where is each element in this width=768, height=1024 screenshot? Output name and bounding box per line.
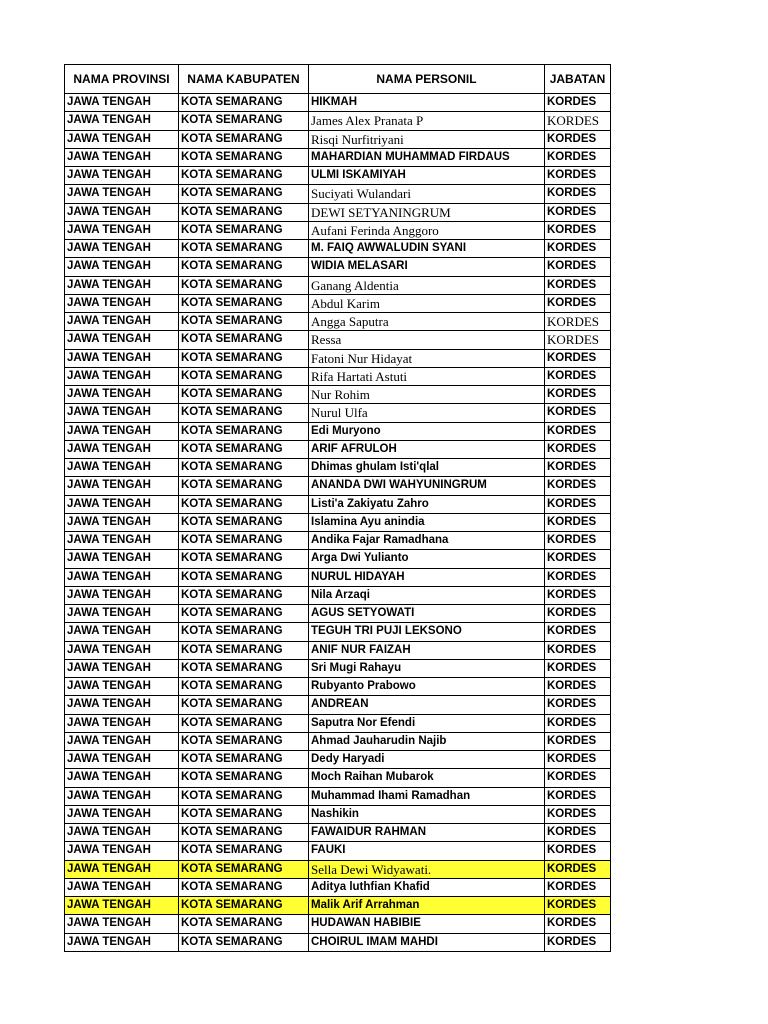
cell-kabupaten[interactable]: KOTA SEMARANG <box>179 550 309 568</box>
cell-personil[interactable]: Abdul Karim <box>309 294 545 312</box>
table-row <box>65 404 611 422</box>
cell-personil[interactable]: Moch Raihan Mubarok <box>309 769 545 787</box>
cell-personil[interactable]: Edi Muryono <box>309 422 545 440</box>
table-row <box>65 732 611 750</box>
cell-provinsi[interactable]: JAWA TENGAH <box>65 696 179 714</box>
cell-kabupaten[interactable]: KOTA SEMARANG <box>179 367 309 385</box>
header-nama-personil[interactable]: NAMA PERSONIL <box>309 65 545 94</box>
cell-provinsi[interactable]: JAWA TENGAH <box>65 805 179 823</box>
cell-provinsi[interactable]: JAWA TENGAH <box>65 477 179 495</box>
table-row <box>65 641 611 659</box>
cell-jabatan[interactable]: KORDES <box>545 605 611 623</box>
cell-personil[interactable]: FAUKI <box>309 842 545 860</box>
cell-personil[interactable]: Dedy Haryadi <box>309 751 545 769</box>
table-row <box>65 824 611 842</box>
cell-provinsi[interactable]: JAWA TENGAH <box>65 294 179 312</box>
cell-provinsi[interactable]: JAWA TENGAH <box>65 623 179 641</box>
cell-personil[interactable]: Fatoni Nur Hidayat <box>309 349 545 367</box>
table-header-row <box>65 65 611 94</box>
cell-personil[interactable]: Ganang Aldentia <box>309 276 545 294</box>
table-row <box>65 148 611 166</box>
cell-provinsi[interactable]: JAWA TENGAH <box>65 732 179 750</box>
cell-kabupaten[interactable]: KOTA SEMARANG <box>179 404 309 422</box>
cell-jabatan[interactable]: KORDES <box>545 915 611 933</box>
cell-kabupaten[interactable]: KOTA SEMARANG <box>179 751 309 769</box>
cell-provinsi[interactable]: JAWA TENGAH <box>65 605 179 623</box>
cell-personil[interactable]: DEWI SETYANINGRUM <box>309 203 545 221</box>
cell-personil[interactable]: ANANDA DWI WAHYUNINGRUM <box>309 477 545 495</box>
cell-personil[interactable]: Aufani Ferinda Anggoro <box>309 221 545 239</box>
table-row <box>65 94 611 112</box>
cell-personil[interactable]: Nurul Ulfa <box>309 404 545 422</box>
cell-personil[interactable]: Sri Mugi Rahayu <box>309 659 545 677</box>
cell-kabupaten[interactable]: KOTA SEMARANG <box>179 860 309 878</box>
cell-jabatan[interactable]: KORDES <box>545 732 611 750</box>
cell-jabatan[interactable]: KORDES <box>545 404 611 422</box>
table-row <box>65 386 611 404</box>
cell-provinsi[interactable]: JAWA TENGAH <box>65 240 179 258</box>
cell-provinsi[interactable]: JAWA TENGAH <box>65 495 179 513</box>
cell-provinsi[interactable]: JAWA TENGAH <box>65 459 179 477</box>
table-row <box>65 532 611 550</box>
table-row <box>65 367 611 385</box>
cell-kabupaten[interactable]: KOTA SEMARANG <box>179 678 309 696</box>
cell-jabatan[interactable]: KORDES <box>545 586 611 604</box>
cell-kabupaten[interactable]: KOTA SEMARANG <box>179 586 309 604</box>
cell-jabatan[interactable]: KORDES <box>545 367 611 385</box>
cell-jabatan[interactable]: KORDES <box>545 167 611 185</box>
header-nama-provinsi[interactable]: NAMA PROVINSI <box>65 65 179 94</box>
cell-personil[interactable]: Listi'a Zakiyatu Zahro <box>309 495 545 513</box>
table-row <box>65 714 611 732</box>
cell-kabupaten[interactable]: KOTA SEMARANG <box>179 349 309 367</box>
cell-personil[interactable]: ANDREAN <box>309 696 545 714</box>
cell-provinsi[interactable]: JAWA TENGAH <box>65 897 179 915</box>
cell-kabupaten[interactable]: KOTA SEMARANG <box>179 422 309 440</box>
cell-provinsi[interactable]: JAWA TENGAH <box>65 787 179 805</box>
cell-personil[interactable]: WIDIA MELASARI <box>309 258 545 276</box>
cell-jabatan[interactable]: KORDES <box>545 641 611 659</box>
cell-provinsi[interactable]: JAWA TENGAH <box>65 148 179 166</box>
cell-provinsi[interactable]: JAWA TENGAH <box>65 513 179 531</box>
table-row <box>65 605 611 623</box>
cell-provinsi[interactable]: JAWA TENGAH <box>65 532 179 550</box>
cell-kabupaten[interactable]: KOTA SEMARANG <box>179 933 309 951</box>
cell-jabatan[interactable]: KORDES <box>545 422 611 440</box>
cell-jabatan[interactable]: KORDES <box>545 878 611 896</box>
cell-provinsi[interactable]: JAWA TENGAH <box>65 313 179 331</box>
cell-kabupaten[interactable]: KOTA SEMARANG <box>179 94 309 112</box>
cell-jabatan[interactable]: KORDES <box>545 805 611 823</box>
cell-kabupaten[interactable]: KOTA SEMARANG <box>179 240 309 258</box>
cell-provinsi[interactable]: JAWA TENGAH <box>65 130 179 148</box>
cell-jabatan[interactable]: KORDES <box>545 623 611 641</box>
cell-kabupaten[interactable]: KOTA SEMARANG <box>179 623 309 641</box>
table-row <box>65 112 611 130</box>
cell-kabupaten[interactable]: KOTA SEMARANG <box>179 459 309 477</box>
cell-personil[interactable]: TEGUH TRI PUJI LEKSONO <box>309 623 545 641</box>
cell-kabupaten[interactable]: KOTA SEMARANG <box>179 897 309 915</box>
cell-kabupaten[interactable]: KOTA SEMARANG <box>179 915 309 933</box>
cell-jabatan[interactable]: KORDES <box>545 678 611 696</box>
cell-kabupaten[interactable]: KOTA SEMARANG <box>179 824 309 842</box>
cell-provinsi[interactable]: JAWA TENGAH <box>65 422 179 440</box>
cell-jabatan[interactable]: KORDES <box>545 203 611 221</box>
cell-personil[interactable]: M. FAIQ AWWALUDIN SYANI <box>309 240 545 258</box>
cell-personil[interactable]: Sella Dewi Widyawati. <box>309 860 545 878</box>
cell-jabatan[interactable]: KORDES <box>545 130 611 148</box>
table-row <box>65 276 611 294</box>
table-row <box>65 331 611 349</box>
cell-provinsi[interactable]: JAWA TENGAH <box>65 404 179 422</box>
cell-kabupaten[interactable]: KOTA SEMARANG <box>179 769 309 787</box>
cell-personil[interactable]: MAHARDIAN MUHAMMAD FIRDAUS <box>309 148 545 166</box>
cell-provinsi[interactable]: JAWA TENGAH <box>65 641 179 659</box>
cell-kabupaten[interactable]: KOTA SEMARANG <box>179 276 309 294</box>
table-row <box>65 897 611 915</box>
cell-personil[interactable]: Malik Arif Arrahman <box>309 897 545 915</box>
cell-kabupaten[interactable]: KOTA SEMARANG <box>179 714 309 732</box>
cell-personil[interactable]: AGUS SETYOWATI <box>309 605 545 623</box>
cell-jabatan[interactable]: KORDES <box>545 185 611 203</box>
cell-kabupaten[interactable]: KOTA SEMARANG <box>179 696 309 714</box>
cell-kabupaten[interactable]: KOTA SEMARANG <box>179 878 309 896</box>
cell-kabupaten[interactable]: KOTA SEMARANG <box>179 842 309 860</box>
cell-personil[interactable]: ANIF NUR FAIZAH <box>309 641 545 659</box>
table-row <box>65 313 611 331</box>
cell-provinsi[interactable]: JAWA TENGAH <box>65 112 179 130</box>
cell-provinsi[interactable]: JAWA TENGAH <box>65 933 179 951</box>
table-row <box>65 221 611 239</box>
table-row <box>65 513 611 531</box>
cell-personil[interactable]: Ahmad Jauharudin Najib <box>309 732 545 750</box>
cell-personil[interactable]: NURUL HIDAYAH <box>309 568 545 586</box>
cell-kabupaten[interactable]: KOTA SEMARANG <box>179 313 309 331</box>
cell-provinsi[interactable]: JAWA TENGAH <box>65 203 179 221</box>
table-row <box>65 240 611 258</box>
table-row <box>65 422 611 440</box>
cell-jabatan[interactable]: KORDES <box>545 459 611 477</box>
cell-provinsi[interactable]: JAWA TENGAH <box>65 386 179 404</box>
cell-provinsi[interactable]: JAWA TENGAH <box>65 276 179 294</box>
cell-provinsi[interactable]: JAWA TENGAH <box>65 714 179 732</box>
cell-kabupaten[interactable]: KOTA SEMARANG <box>179 258 309 276</box>
cell-kabupaten[interactable]: KOTA SEMARANG <box>179 477 309 495</box>
table-row <box>65 477 611 495</box>
personnel-table <box>64 64 611 952</box>
cell-jabatan[interactable]: KORDES <box>545 331 611 349</box>
cell-kabupaten[interactable]: KOTA SEMARANG <box>179 386 309 404</box>
cell-kabupaten[interactable]: KOTA SEMARANG <box>179 148 309 166</box>
table-row <box>65 185 611 203</box>
cell-kabupaten[interactable]: KOTA SEMARANG <box>179 130 309 148</box>
cell-personil[interactable]: James Alex Pranata P <box>309 112 545 130</box>
table-row <box>65 550 611 568</box>
cell-jabatan[interactable]: KORDES <box>545 94 611 112</box>
cell-provinsi[interactable]: JAWA TENGAH <box>65 167 179 185</box>
cell-kabupaten[interactable]: KOTA SEMARANG <box>179 787 309 805</box>
cell-personil[interactable]: HIKMAH <box>309 94 545 112</box>
cell-personil[interactable]: Risqi Nurfitriyani <box>309 130 545 148</box>
table-row <box>65 878 611 896</box>
cell-jabatan[interactable]: KORDES <box>545 349 611 367</box>
cell-provinsi[interactable]: JAWA TENGAH <box>65 751 179 769</box>
table-row <box>65 349 611 367</box>
cell-personil[interactable]: Arga Dwi Yulianto <box>309 550 545 568</box>
table-row <box>65 167 611 185</box>
cell-kabupaten[interactable]: KOTA SEMARANG <box>179 112 309 130</box>
cell-personil[interactable]: Rubyanto Prabowo <box>309 678 545 696</box>
table-row <box>65 203 611 221</box>
cell-personil[interactable]: ARIF AFRULOH <box>309 440 545 458</box>
cell-jabatan[interactable]: KORDES <box>545 769 611 787</box>
cell-jabatan[interactable]: KORDES <box>545 933 611 951</box>
cell-kabupaten[interactable]: KOTA SEMARANG <box>179 659 309 677</box>
table-row <box>65 696 611 714</box>
cell-personil[interactable]: ULMI ISKAMIYAH <box>309 167 545 185</box>
cell-jabatan[interactable]: KORDES <box>545 696 611 714</box>
table-row <box>65 915 611 933</box>
cell-kabupaten[interactable]: KOTA SEMARANG <box>179 440 309 458</box>
table-row <box>65 659 611 677</box>
table-row <box>65 568 611 586</box>
cell-kabupaten[interactable]: KOTA SEMARANG <box>179 513 309 531</box>
cell-personil[interactable]: Rifa Hartati Astuti <box>309 367 545 385</box>
table-row <box>65 805 611 823</box>
cell-kabupaten[interactable]: KOTA SEMARANG <box>179 331 309 349</box>
cell-provinsi[interactable]: JAWA TENGAH <box>65 842 179 860</box>
table-row <box>65 440 611 458</box>
cell-kabupaten[interactable]: KOTA SEMARANG <box>179 221 309 239</box>
cell-personil[interactable]: Saputra Nor Efendi <box>309 714 545 732</box>
table-body <box>65 94 611 952</box>
cell-jabatan[interactable]: KORDES <box>545 532 611 550</box>
cell-personil[interactable]: Nur Rohim <box>309 386 545 404</box>
cell-provinsi[interactable]: JAWA TENGAH <box>65 550 179 568</box>
cell-provinsi[interactable]: JAWA TENGAH <box>65 440 179 458</box>
cell-jabatan[interactable]: KORDES <box>545 550 611 568</box>
cell-jabatan[interactable]: KORDES <box>545 276 611 294</box>
cell-kabupaten[interactable]: KOTA SEMARANG <box>179 532 309 550</box>
table-row <box>65 258 611 276</box>
table-row <box>65 769 611 787</box>
cell-jabatan[interactable]: KORDES <box>545 568 611 586</box>
table-row <box>65 860 611 878</box>
cell-jabatan[interactable]: KORDES <box>545 258 611 276</box>
cell-personil[interactable]: HUDAWAN HABIBIE <box>309 915 545 933</box>
table-row <box>65 751 611 769</box>
table-row <box>65 294 611 312</box>
cell-personil[interactable]: Ressa <box>309 331 545 349</box>
cell-jabatan[interactable]: KORDES <box>545 221 611 239</box>
cell-personil[interactable]: FAWAIDUR RAHMAN <box>309 824 545 842</box>
cell-kabupaten[interactable]: KOTA SEMARANG <box>179 605 309 623</box>
table-row <box>65 787 611 805</box>
cell-kabupaten[interactable]: KOTA SEMARANG <box>179 185 309 203</box>
cell-jabatan[interactable]: KORDES <box>545 495 611 513</box>
cell-jabatan[interactable]: KORDES <box>545 477 611 495</box>
cell-provinsi[interactable]: JAWA TENGAH <box>65 258 179 276</box>
cell-kabupaten[interactable]: KOTA SEMARANG <box>179 203 309 221</box>
table-row <box>65 933 611 951</box>
cell-kabupaten[interactable]: KOTA SEMARANG <box>179 167 309 185</box>
cell-personil[interactable]: Islamina Ayu anindia <box>309 513 545 531</box>
cell-personil[interactable]: Aditya luthfian Khafid <box>309 878 545 896</box>
cell-jabatan[interactable]: KORDES <box>545 824 611 842</box>
cell-provinsi[interactable]: JAWA TENGAH <box>65 331 179 349</box>
cell-personil[interactable]: Muhammad Ihami Ramadhan <box>309 787 545 805</box>
cell-personil[interactable]: Andika Fajar Ramadhana <box>309 532 545 550</box>
cell-provinsi[interactable]: JAWA TENGAH <box>65 878 179 896</box>
cell-kabupaten[interactable]: KOTA SEMARANG <box>179 568 309 586</box>
cell-personil[interactable]: Nila Arzaqi <box>309 586 545 604</box>
cell-kabupaten[interactable]: KOTA SEMARANG <box>179 805 309 823</box>
table-row <box>65 459 611 477</box>
cell-jabatan[interactable]: KORDES <box>545 842 611 860</box>
cell-personil[interactable]: Angga Saputra <box>309 313 545 331</box>
cell-provinsi[interactable]: JAWA TENGAH <box>65 824 179 842</box>
table-row <box>65 495 611 513</box>
cell-provinsi[interactable]: JAWA TENGAH <box>65 915 179 933</box>
cell-jabatan[interactable]: KORDES <box>545 313 611 331</box>
cell-jabatan[interactable]: KORDES <box>545 148 611 166</box>
cell-provinsi[interactable]: JAWA TENGAH <box>65 659 179 677</box>
cell-jabatan[interactable]: KORDES <box>545 787 611 805</box>
cell-jabatan[interactable]: KORDES <box>545 386 611 404</box>
cell-jabatan[interactable]: KORDES <box>545 240 611 258</box>
cell-personil[interactable]: Suciyati Wulandari <box>309 185 545 203</box>
cell-jabatan[interactable]: KORDES <box>545 112 611 130</box>
cell-personil[interactable]: CHOIRUL IMAM MAHDI <box>309 933 545 951</box>
cell-provinsi[interactable]: JAWA TENGAH <box>65 349 179 367</box>
cell-jabatan[interactable]: KORDES <box>545 659 611 677</box>
header-nama-kabupaten[interactable]: NAMA KABUPATEN <box>179 65 309 94</box>
cell-kabupaten[interactable]: KOTA SEMARANG <box>179 495 309 513</box>
cell-jabatan[interactable]: KORDES <box>545 897 611 915</box>
table-row <box>65 586 611 604</box>
cell-jabatan[interactable]: KORDES <box>545 860 611 878</box>
cell-jabatan[interactable]: KORDES <box>545 440 611 458</box>
header-jabatan[interactable]: JABATAN <box>545 65 611 94</box>
cell-provinsi[interactable]: JAWA TENGAH <box>65 367 179 385</box>
cell-jabatan[interactable]: KORDES <box>545 751 611 769</box>
cell-provinsi[interactable]: JAWA TENGAH <box>65 678 179 696</box>
cell-personil[interactable]: Dhimas ghulam Isti'qlal <box>309 459 545 477</box>
cell-jabatan[interactable]: KORDES <box>545 294 611 312</box>
cell-kabupaten[interactable]: KOTA SEMARANG <box>179 641 309 659</box>
cell-kabupaten[interactable]: KOTA SEMARANG <box>179 732 309 750</box>
table-row <box>65 623 611 641</box>
cell-provinsi[interactable]: JAWA TENGAH <box>65 568 179 586</box>
table-row <box>65 842 611 860</box>
table-row <box>65 678 611 696</box>
cell-provinsi[interactable]: JAWA TENGAH <box>65 769 179 787</box>
cell-jabatan[interactable]: KORDES <box>545 714 611 732</box>
cell-kabupaten[interactable]: KOTA SEMARANG <box>179 294 309 312</box>
cell-personil[interactable]: Nashikin <box>309 805 545 823</box>
cell-provinsi[interactable]: JAWA TENGAH <box>65 185 179 203</box>
cell-provinsi[interactable]: JAWA TENGAH <box>65 221 179 239</box>
table-row <box>65 130 611 148</box>
cell-provinsi[interactable]: JAWA TENGAH <box>65 94 179 112</box>
cell-jabatan[interactable]: KORDES <box>545 513 611 531</box>
cell-provinsi[interactable]: JAWA TENGAH <box>65 860 179 878</box>
cell-provinsi[interactable]: JAWA TENGAH <box>65 586 179 604</box>
